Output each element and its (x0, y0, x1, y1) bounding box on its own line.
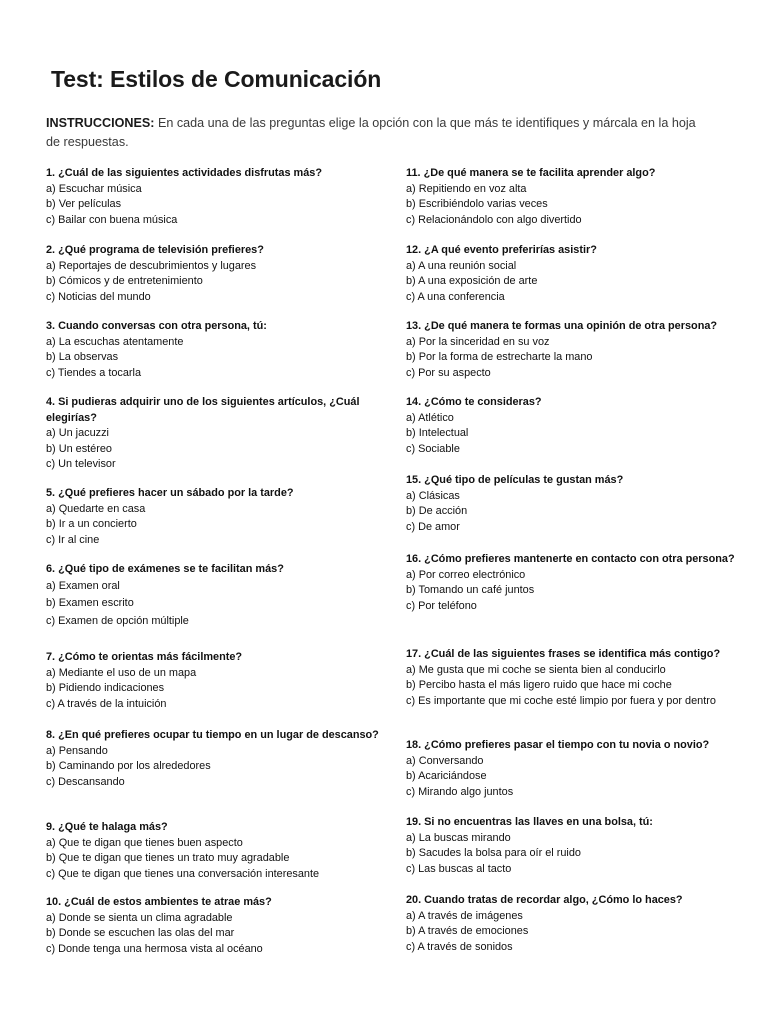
instructions-text: En cada una de las preguntas elige la opción con la que más te identifiques y márcala en la hoja de respuestas. (46, 116, 696, 149)
option-b: b) De acción (406, 505, 468, 517)
option-a: a) Por la sinceridad en su voz (406, 335, 550, 348)
question-13 (406, 319, 736, 381)
question-16 (406, 552, 736, 614)
option-b: b) Acariciándose (406, 770, 487, 782)
question-14 (406, 395, 736, 457)
option-c: c) Relacionándolo con algo divertido (406, 213, 582, 226)
option-c: c) Por su aspecto (406, 366, 491, 379)
option-b: b) Por la forma de estrecharte la mano (406, 351, 593, 363)
question-2 (46, 243, 386, 305)
option-c: c) Sociable (406, 442, 460, 455)
option-a: a) Reportajes de descubrimientos y lugares (46, 259, 257, 272)
option-c: c) A través de sonidos (406, 940, 513, 953)
instructions (46, 114, 706, 152)
option-a: a) Atlético (406, 411, 454, 424)
question-19 (406, 815, 736, 877)
question-9 (46, 820, 386, 882)
option-b: b) Sacudes la bolsa para oír el ruido (406, 847, 581, 859)
question-title: 5. ¿Qué prefieres hacer un sábado por la tarde? (46, 487, 294, 499)
option-a: a) Donde se sienta un clima agradable (46, 911, 233, 924)
option-a: a) Me gusta que mi coche se sienta bien al conducirlo (406, 663, 666, 676)
question-7 (46, 650, 386, 712)
option-c: c) Bailar con buena música (46, 213, 178, 226)
question-18 (406, 738, 736, 800)
question-title: 6. ¿Qué tipo de exámenes se te facilitan más? (46, 563, 284, 575)
option-a: a) Por correo electrónico (406, 568, 526, 581)
option-a: a) Escuchar música (46, 182, 142, 195)
question-title: 9. ¿Qué te halaga más? (46, 821, 168, 833)
question-title: 10. ¿Cuál de estos ambientes te atrae más? (46, 896, 272, 908)
option-b: b) Percibo hasta el más ligero ruido que hace mi coche (406, 679, 672, 691)
option-a: a) Pensando (46, 744, 108, 757)
question-12 (406, 243, 736, 305)
question-title: 20. Cuando tratas de recordar algo, ¿Cómo lo haces? (406, 894, 683, 906)
question-3 (46, 319, 386, 381)
question-11 (406, 166, 736, 228)
option-c: c) Descansando (46, 775, 125, 788)
question-title: 7. ¿Cómo te orientas más fácilmente? (46, 651, 243, 663)
option-a: a) Clásicas (406, 489, 460, 502)
option-b: b) Examen escrito (46, 597, 134, 609)
question-title: 18. ¿Cómo prefieres pasar el tiempo con tu novia o novio? (406, 739, 710, 751)
question-title: 12. ¿A qué evento preferirías asistir? (406, 244, 597, 256)
option-b: b) Pidiendo indicaciones (46, 682, 165, 694)
option-c: c) Que te digan que tienes una conversación interesante (46, 867, 320, 880)
option-b: b) Escribiéndolo varias veces (406, 198, 548, 210)
question-title: 13. ¿De qué manera te formas una opinión de otra persona? (406, 320, 718, 332)
option-c: c) A una conferencia (406, 290, 505, 303)
option-c: c) Mirando algo juntos (406, 785, 514, 798)
option-c: c) Noticias del mundo (46, 290, 151, 303)
option-a: a) Conversando (406, 754, 484, 767)
option-c: c) Un televisor (46, 458, 116, 470)
question-15 (406, 473, 736, 535)
option-c: c) Ir al cine (46, 533, 100, 546)
option-b: b) Un estéreo (46, 442, 112, 455)
option-c: c) Las buscas al tacto (406, 862, 512, 875)
question-title: 2. ¿Qué programa de televisión prefieres? (46, 244, 264, 256)
option-a: a) A través de imágenes (406, 909, 523, 922)
question-title: 1. ¿Cuál de las siguientes actividades disfrutas más? (46, 167, 322, 179)
option-b: b) A una exposición de arte (406, 275, 538, 287)
option-a: a) A una reunión social (406, 259, 517, 272)
option-a: a) Examen oral (46, 579, 120, 592)
question-6 (46, 562, 386, 630)
option-a: a) Que te digan que tienes buen aspecto (46, 836, 243, 849)
option-b: b) Donde se escuchen las olas del mar (46, 927, 235, 939)
option-c: c) Por teléfono (406, 599, 477, 612)
question-title: 14. ¿Cómo te consideras? (406, 396, 542, 408)
option-b: b) Caminando por los alrededores (46, 760, 211, 772)
option-a: a) Un jacuzzi (46, 427, 109, 439)
option-c: c) De amor (406, 520, 460, 533)
option-c: c) Es importante que mi coche esté limpio por fuera y por dentro (406, 694, 716, 707)
option-c: c) Tiendes a tocarla (46, 366, 142, 379)
question-17 (406, 647, 736, 709)
option-b: b) Cómicos y de entretenimiento (46, 275, 203, 287)
option-a: a) La buscas mirando (406, 831, 511, 844)
question-title: 8. ¿En qué prefieres ocupar tu tiempo en un lugar de descanso? (46, 729, 379, 741)
question-5 (46, 486, 386, 548)
option-b: b) Tomando un café juntos (406, 584, 535, 596)
question-title: 3. Cuando conversas con otra persona, tú: (46, 320, 267, 332)
question-title: 16. ¿Cómo prefieres mantenerte en contacto con otra persona? (406, 553, 735, 565)
question-1 (46, 166, 386, 228)
question-title: 15. ¿Qué tipo de películas te gustan más? (406, 474, 624, 486)
option-c: c) Examen de opción múltiple (46, 614, 189, 627)
option-b: b) Ver películas (46, 198, 122, 210)
option-b: b) Intelectual (406, 427, 469, 439)
option-b: b) A través de emociones (406, 925, 529, 937)
option-b: b) Ir a un concierto (46, 518, 137, 530)
question-20 (406, 893, 736, 955)
question-title: 4. Si pudieras adquirir uno de los siguientes artículos, ¿Cuál elegirías? (46, 396, 360, 424)
option-c: c) A través de la intuición (46, 697, 167, 710)
instructions-label: INSTRUCCIONES: (46, 116, 155, 130)
option-a: a) La escuchas atentamente (46, 335, 184, 348)
question-title: 11. ¿De qué manera se te facilita aprender algo? (406, 167, 656, 179)
option-b: b) Que te digan que tienes un trato muy agradable (46, 852, 290, 864)
question-title: 17. ¿Cuál de las siguientes frases se identifica más contigo? (406, 648, 721, 660)
option-a: a) Mediante el uso de un mapa (46, 666, 197, 679)
question-10 (46, 895, 386, 957)
option-a: a) Quedarte en casa (46, 502, 146, 515)
page-title: Test: Estilos de Comunicación (51, 66, 382, 92)
option-b: b) La observas (46, 351, 119, 363)
option-c: c) Donde tenga una hermosa vista al océano (46, 942, 263, 955)
question-4 (46, 395, 386, 473)
question-8 (46, 728, 386, 790)
question-title: 19. Si no encuentras las llaves en una bolsa, tú: (406, 816, 653, 828)
option-a: a) Repitiendo en voz alta (406, 182, 527, 195)
